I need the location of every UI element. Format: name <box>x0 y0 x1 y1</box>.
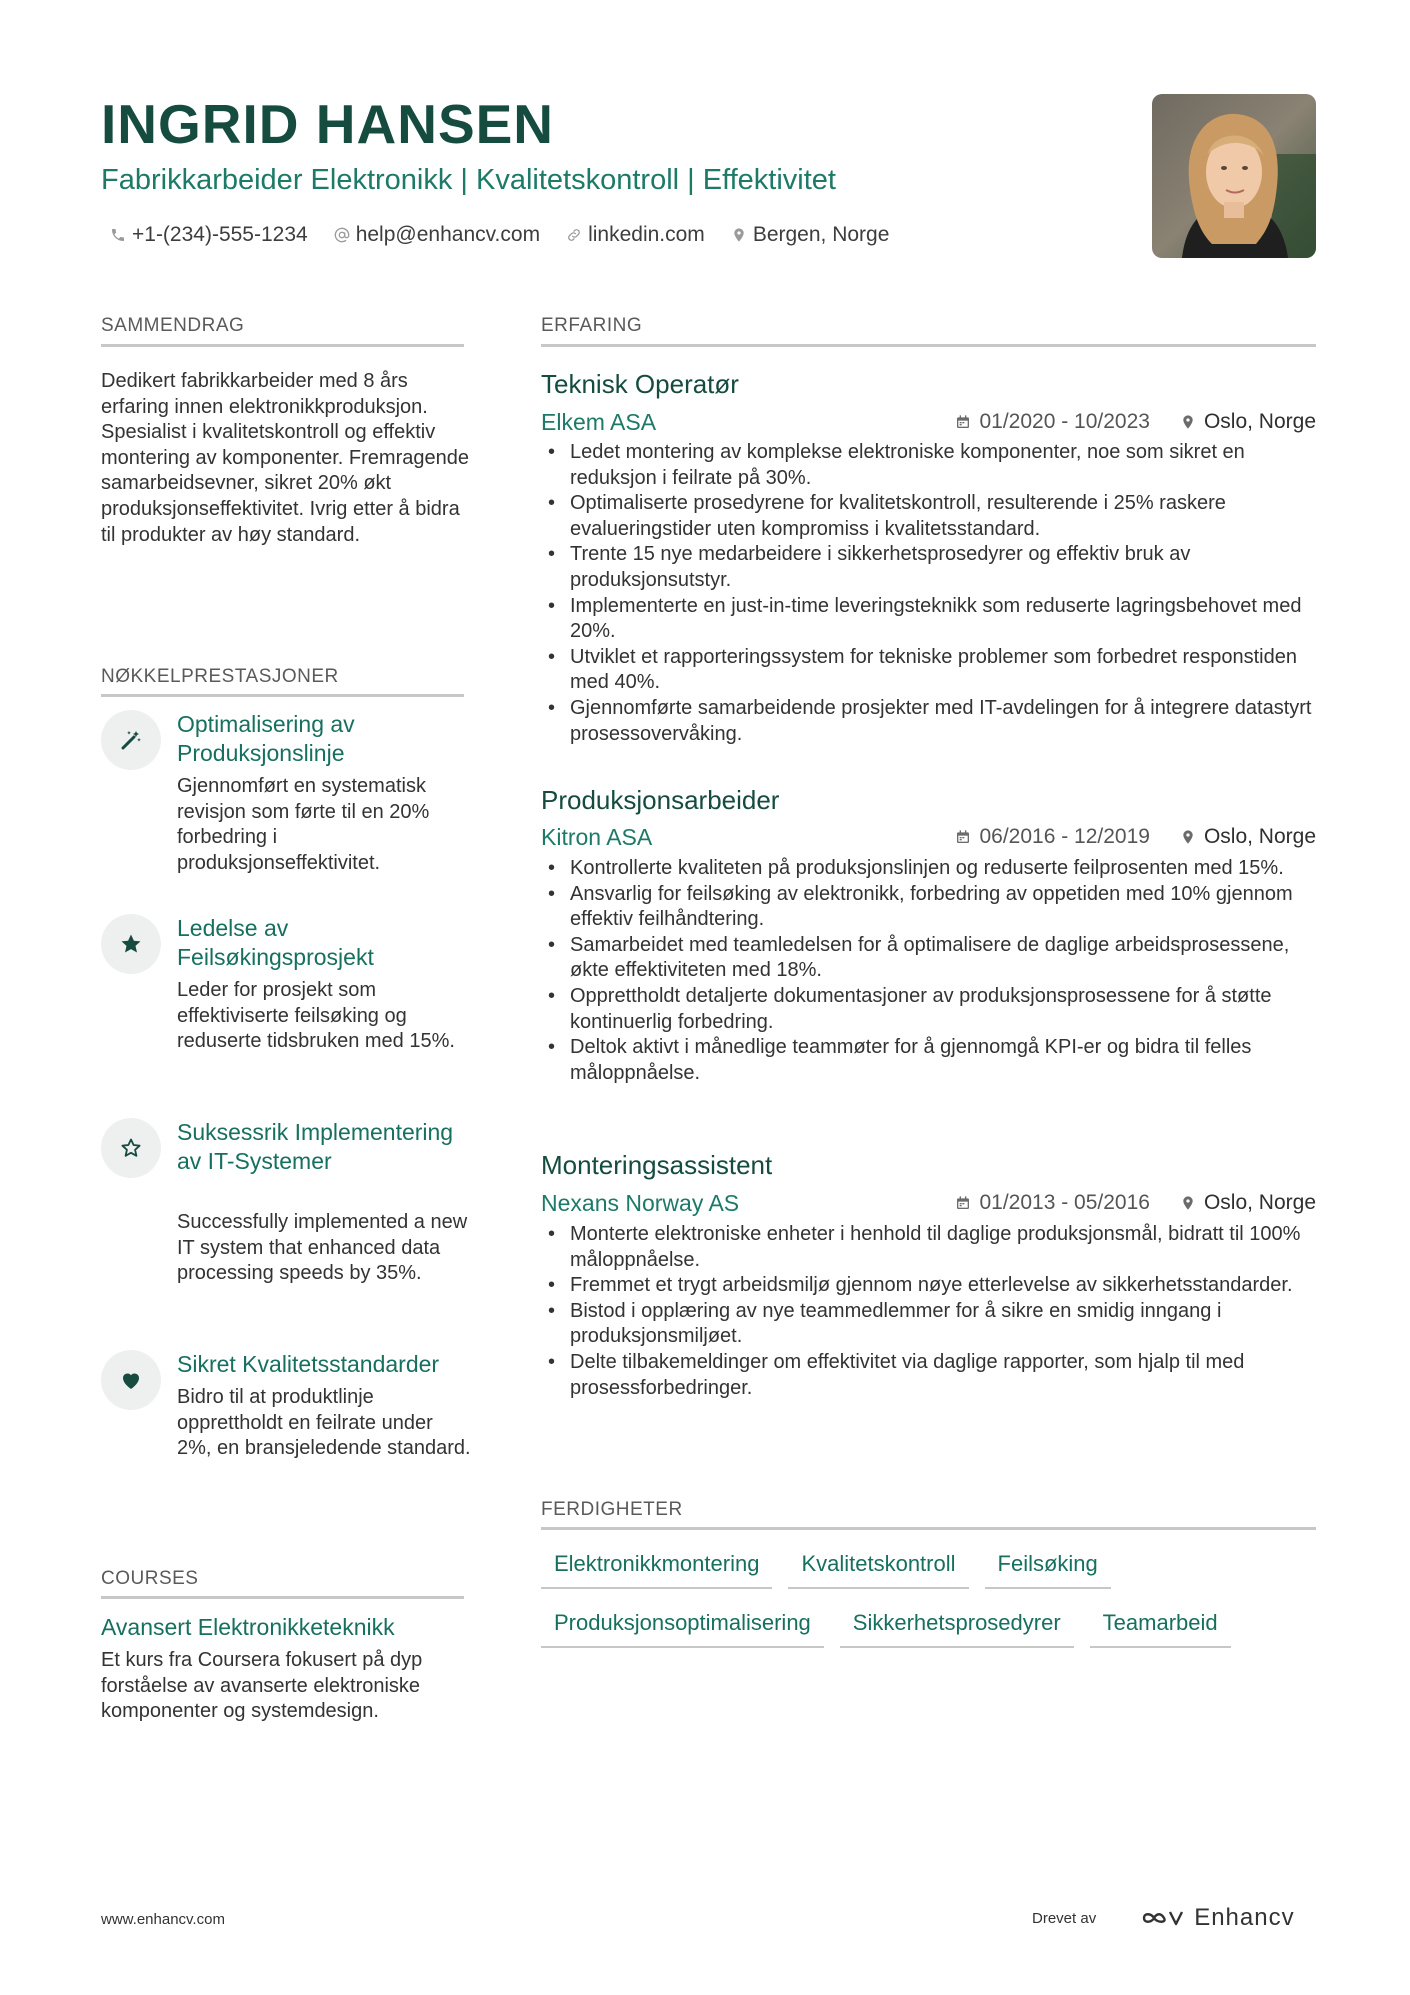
achievement-item <box>101 914 471 1094</box>
job-dates-text: 01/2013 - 05/2016 <box>979 1191 1150 1214</box>
company-name: Nexans Norway AS <box>541 1190 740 1216</box>
at-icon <box>334 227 350 243</box>
experience-divider <box>541 344 1316 347</box>
map-pin-icon <box>1180 829 1196 845</box>
calendar-icon <box>955 829 971 845</box>
calendar-icon <box>955 414 971 430</box>
achievement-icon-badge <box>101 1350 161 1410</box>
contact-linkedin[interactable] <box>566 220 705 250</box>
candidate-name: INGRID HANSEN <box>101 93 555 155</box>
achievement-description: Gjennomført en systematisk revisjon som førte til en 20% forbedring i produksjonseffektivitet. <box>177 775 430 874</box>
skills-divider <box>541 1527 1316 1530</box>
skill-tag: Feilsøking <box>985 1549 1111 1589</box>
job-meta <box>955 822 1316 852</box>
brand-logo[interactable] <box>1140 1904 1294 1932</box>
course-description: Et kurs fra Coursera fokusert på dyp forståelse av avanserte elektroniske komponenter og systemdesign. <box>101 1649 423 1723</box>
map-pin-icon <box>731 227 747 243</box>
skills-row <box>541 1608 1231 1648</box>
link-icon <box>566 227 582 243</box>
job-bullet: • Samarbeidet med teamledelsen for å optimalisere de daglige arbeidsprosessene, økte effektiviteten med 18%. <box>548 933 1323 984</box>
star-filled-icon <box>119 932 143 956</box>
job-dates-text: 01/2020 - 10/2023 <box>979 410 1150 433</box>
powered-by-text: Drevet av <box>1032 1909 1097 1927</box>
achievement-description: Bidro til at produktlinje opprettholdt en feilrate under 2%, en bransjeledende standard. <box>177 1386 471 1460</box>
experience-heading: ERFARING <box>541 315 643 336</box>
achievement-icon-badge <box>101 710 161 770</box>
heart-icon <box>119 1368 143 1392</box>
courses-heading: COURSES <box>101 1568 199 1589</box>
job-bullet: • Monterte elektroniske enheter i henhold til daglige produksjonsmål, bidratt til 100% måloppnåelse. <box>548 1222 1323 1273</box>
job-bullets <box>548 440 1323 747</box>
achievement-icon-badge <box>101 1118 161 1178</box>
linkedin-text: linkedin.com <box>588 223 705 246</box>
job-location-text: Oslo, Norge <box>1203 1191 1316 1214</box>
job-bullets <box>548 856 1323 1086</box>
achievement-title: Optimalisering av Produksjonslinje <box>177 711 355 766</box>
portrait-image <box>1152 94 1316 258</box>
achievement-title: Suksessrik Implementering av IT-Systemer <box>177 1119 454 1174</box>
achievement-description: Leder for prosjekt som effektiviserte feilsøking og reduserte tidsbruken med 15%. <box>177 979 455 1053</box>
map-pin-icon <box>1180 414 1196 430</box>
job-dates-text: 06/2016 - 12/2019 <box>979 825 1150 848</box>
job-bullet: • Bistod i opplæring av nye teammedlemmer for å sikre en smidig inngang i produksjonsmiljøet. <box>548 1299 1323 1350</box>
achievement-icon-badge <box>101 914 161 974</box>
courses-divider <box>101 1596 464 1599</box>
job-location <box>1180 822 1316 852</box>
summary-text: Dedikert fabrikkarbeider med 8 års erfaring innen elektronikkproduksjon. Spesialist i kvalitetskontroll og effektiv montering av komponenter. Fremragende samarbeidsevner, sikret 20% økt produksjonseffektivitet. Ivrig etter å bidra til produkter av høy standard. <box>101 370 469 546</box>
job-dates <box>955 407 1149 437</box>
job-location <box>1180 407 1316 437</box>
job-bullet: • Utviklet et rapporteringssystem for tekniske problemer som forbedret responstiden med 40%. <box>548 645 1323 696</box>
footer-branding <box>1032 1904 1295 1932</box>
email-text: help@enhancv.com <box>355 223 541 246</box>
job-bullet: • Deltok aktivt i månedlige teammøter for å gjennomgå KPI-er og bidra til felles måloppnåelse. <box>548 1035 1323 1086</box>
job-bullet: • Kontrollerte kvaliteten på produksjonslinjen og reduserte feilprosenten med 15%. <box>548 856 1323 882</box>
job-meta <box>955 407 1316 437</box>
job-bullet: • Fremmet et trygt arbeidsmiljø gjennom nøye etterlevelse av sikkerhetsstandarder. <box>548 1273 1323 1299</box>
skill-tag: Elektronikkmontering <box>541 1549 772 1589</box>
job-bullet: • Trente 15 nye medarbeidere i sikkerhetsprosedyrer og effektiv bruk av produksjonsutstyr. <box>548 542 1323 593</box>
achievement-title: Sikret Kvalitetsstandarder <box>177 1351 440 1377</box>
job-bullet: • Ansvarlig for feilsøking av elektronikk, forbedring av oppetiden med 10% gjennom effektiv feilhåndtering. <box>548 882 1323 933</box>
contact-location <box>731 220 890 250</box>
map-pin-icon <box>1180 1195 1196 1211</box>
achievements-divider <box>101 694 464 697</box>
job-bullets <box>548 1222 1323 1401</box>
job-dates <box>955 1188 1149 1218</box>
job-meta <box>955 1188 1316 1218</box>
magic-wand-icon <box>119 728 143 752</box>
job-bullet: • Gjennomførte samarbeidende prosjekter med IT-avdelingen for å integrere datastyrt prosessovervåking. <box>548 696 1323 747</box>
contact-phone <box>110 220 308 250</box>
job-title: Monteringsassistent <box>541 1150 773 1180</box>
skill-tag: Kvalitetskontroll <box>788 1549 968 1589</box>
calendar-icon <box>955 1195 971 1211</box>
job-dates <box>955 822 1149 852</box>
achievement-description: Successfully implemented a new IT system that enhanced data processing speeds by 35%. <box>177 1211 468 1285</box>
enhancv-logo-icon <box>1140 1906 1188 1930</box>
phone-text: +1-(234)-555-1234 <box>132 223 308 246</box>
profile-photo <box>1152 94 1316 258</box>
job-bullet: • Opprettholdt detaljerte dokumentasjoner av produksjonsprosessene for å støtte kontinuerlig forbedring. <box>548 984 1323 1035</box>
footer-website[interactable]: www.enhancv.com <box>101 1911 225 1928</box>
summary-divider <box>101 344 464 347</box>
job-bullet: • Delte tilbakemeldinger om effektivitet via daglige rapporter, som hjalp til med prosessforbedringer. <box>548 1350 1323 1401</box>
job-title: Teknisk Operatør <box>541 369 739 399</box>
job-bullet: • Ledet montering av komplekse elektroniske komponenter, noe som sikret en reduksjon i feilrate på 30%. <box>548 440 1323 491</box>
contact-bar <box>110 220 889 250</box>
star-outline-icon <box>119 1136 143 1160</box>
course-name: Avansert Elektronikketeknikk <box>101 1614 395 1640</box>
job-title: Produksjonsarbeider <box>541 785 780 815</box>
skills-row <box>541 1549 1111 1589</box>
skill-tag: Sikkerhetsprosedyrer <box>840 1608 1074 1648</box>
skill-tag: Teamarbeid <box>1090 1608 1231 1648</box>
company-name: Kitron ASA <box>541 824 653 850</box>
achievement-item <box>101 1118 471 1338</box>
headline: Fabrikkarbeider Elektronikk | Kvalitetskontroll | Effektivitet <box>101 164 836 196</box>
skills-heading: FERDIGHETER <box>541 1499 683 1520</box>
achievement-item <box>101 1350 471 1510</box>
achievement-item <box>101 710 471 890</box>
achievements-heading: NØKKELPRESTASJONER <box>101 666 339 687</box>
achievement-title: Ledelse av Feilsøkingsprosjekt <box>177 915 374 970</box>
summary-heading: SAMMENDRAG <box>101 315 245 336</box>
job-location-text: Oslo, Norge <box>1203 825 1316 848</box>
job-bullet: • Implementerte en just-in-time leveringsteknikk som reduserte lagringsbehovet med 20%. <box>548 594 1323 645</box>
job-location <box>1180 1188 1316 1218</box>
job-bullet: • Optimaliserte prosedyrene for kvalitetskontroll, resulterende i 25% raskere evalueringstider uten kompromiss i kvalitetsstandard. <box>548 491 1323 542</box>
contact-email[interactable] <box>334 220 540 250</box>
phone-icon <box>110 227 126 243</box>
brand-name: Enhancv <box>1194 1904 1295 1931</box>
location-text: Bergen, Norge <box>752 223 890 246</box>
skill-tag: Produksjonsoptimalisering <box>541 1608 824 1648</box>
company-name: Elkem ASA <box>541 409 657 435</box>
job-location-text: Oslo, Norge <box>1203 410 1316 433</box>
